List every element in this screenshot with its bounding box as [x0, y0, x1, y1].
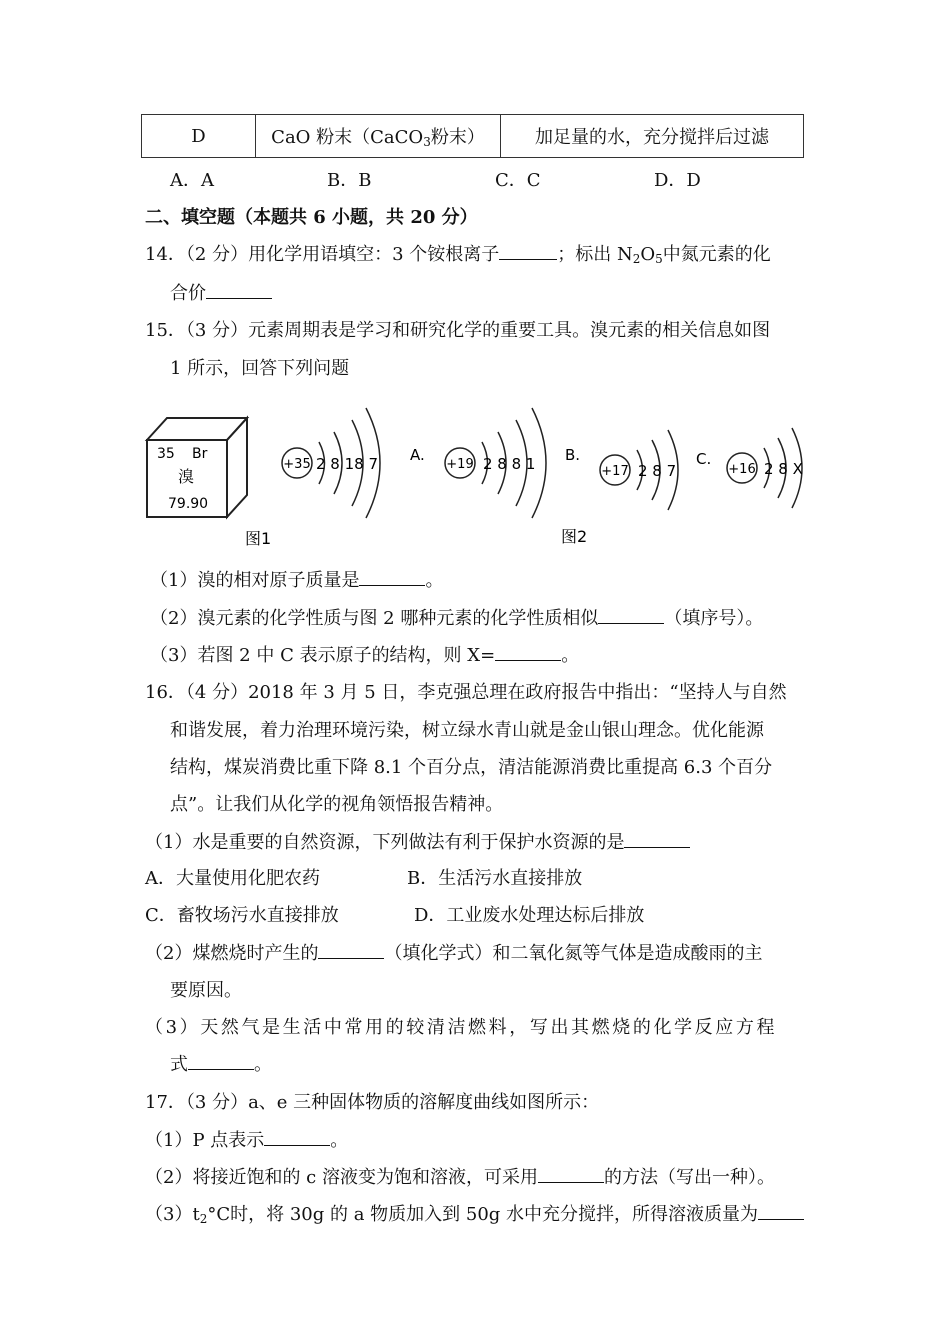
atom-c-label: C.: [696, 450, 712, 468]
q15-sub2: （2）溴元素的化学性质与图 2 哪种元素的化学性质相似 （填序号）。: [150, 604, 763, 630]
method-cell: 加足量的水，充分搅拌后过滤: [501, 115, 804, 158]
answer-blank[interactable]: [538, 1164, 604, 1183]
q16-line2: 和谐发展，着力治理环境污染，树立绿水青山就是金山银山理念。优化能源: [170, 720, 764, 741]
atom-c: [727, 428, 803, 508]
q16-sub3-line1: （3）天然气是生活中常用的较清洁燃料，写出其燃烧的化学反应方程: [145, 1017, 778, 1038]
element-mass: 79.90: [168, 496, 209, 512]
atom-b-label: B.: [565, 446, 581, 464]
q14-line2: 合价: [170, 279, 272, 305]
q16-sub2: （2）煤燃烧时产生的 （填化学式）和二氧化氮等气体是造成酸雨的主: [145, 939, 762, 965]
q16-line1: 16．（4 分）2018 年 3 月 5 日，李克强总理在政府报告中指出：“坚持人与自然: [145, 682, 787, 703]
answer-blank[interactable]: [598, 605, 664, 624]
answer-blank[interactable]: [499, 241, 557, 260]
row-label: D: [142, 115, 256, 158]
q16-option-d: D．工业废水处理达标后排放: [414, 905, 645, 926]
atom-b: [600, 430, 678, 510]
q16-option-c: C．畜牧场污水直接排放: [145, 905, 339, 926]
atom-a-label: A.: [410, 446, 425, 464]
element-number: 35: [157, 446, 175, 462]
options-table: [141, 114, 804, 158]
atom-a-nucleus: +19: [446, 457, 474, 472]
answer-blank[interactable]: [318, 940, 384, 959]
atom-c-shells: 2 8 X: [764, 460, 803, 478]
q15-line1: 15．（3 分）元素周期表是学习和研究化学的重要工具。溴元素的相关信息如图: [145, 320, 771, 341]
atomic-structure-figure: [140, 400, 820, 560]
q16-sub3-line2: 式 。: [170, 1050, 272, 1076]
answer-option-c: C．C: [495, 170, 541, 191]
section-title: 二、填空题（本题共 6 小题，共 20 分）: [145, 207, 478, 228]
answer-blank[interactable]: [624, 829, 690, 848]
answer-blank[interactable]: [495, 642, 561, 661]
answer-option-b: B．B: [327, 170, 372, 191]
atom-c-nucleus: +16: [728, 462, 756, 477]
q16-sub1: （1）水是重要的自然资源，下列做法有利于保护水资源的是: [145, 828, 690, 854]
q17-line1: 17．（3 分）a、e 三种固体物质的溶解度曲线如图所示：: [145, 1092, 600, 1113]
table-row: [142, 115, 804, 158]
q15-sub1: （1）溴的相对原子质量是 。: [150, 566, 443, 592]
answer-blank[interactable]: [264, 1127, 330, 1146]
fig2-label: 图2: [561, 527, 588, 546]
answer-option-a: A．A: [170, 170, 214, 191]
atom-b-nucleus: +17: [601, 464, 629, 479]
q17-sub3: $(3)t_2^\circ C$时，将 30g 的 a 物质加入到 50g 水中充分搅拌，所得溶液质量为: [145, 1200, 804, 1226]
answer-blank[interactable]: [206, 280, 272, 299]
answer-blank[interactable]: [359, 567, 425, 586]
q16-line4: 点”。让我们从化学的视角领悟报告精神。: [170, 794, 504, 815]
q14-line1: 14．（2 分）用化学用语填空：3 个铵根离子 ；标出 $N_2O_5$中氮元素的化: [145, 240, 771, 266]
q17-sub2: （2）将接近饱和的 c 溶液变为饱和溶液，可采用 的方法（写出一种）。: [145, 1163, 775, 1189]
element-name: 溴: [178, 467, 195, 486]
substance-cell: CaO 粉末（CaCO$_3$粉末）: [256, 115, 501, 158]
element-symbol: Br: [192, 446, 208, 462]
element-card: [147, 418, 247, 517]
q16-option-b: B．生活污水直接排放: [407, 868, 583, 889]
answer-blank[interactable]: [188, 1051, 254, 1070]
bromine-shells: 2 8 18 7: [316, 455, 379, 473]
q15-line2: 1 所示，回答下列问题: [170, 358, 350, 379]
answer-blank[interactable]: [758, 1201, 804, 1220]
bromine-nucleus: +35: [283, 457, 311, 472]
atom-a: [445, 408, 546, 518]
q17-sub1: （1）P 点表示 。: [145, 1126, 348, 1152]
bromine-atom: [282, 408, 380, 518]
answer-option-d: D．D: [654, 170, 701, 191]
fig1-label: 图1: [245, 529, 272, 548]
q15-sub3: （3）若图 2 中 C 表示原子的结构，则 X= 。: [150, 641, 579, 667]
q16-sub2-line2: 要原因。: [170, 980, 242, 1001]
atom-a-shells: 2 8 8 1: [483, 455, 536, 473]
atom-b-shells: 2 8 7: [638, 462, 677, 480]
q16-option-a: A．大量使用化肥农药: [145, 868, 320, 889]
q16-line3: 结构，煤炭消费比重下降 8.1 个百分点，清洁能源消费比重提高 6.3 个百分: [170, 757, 773, 778]
